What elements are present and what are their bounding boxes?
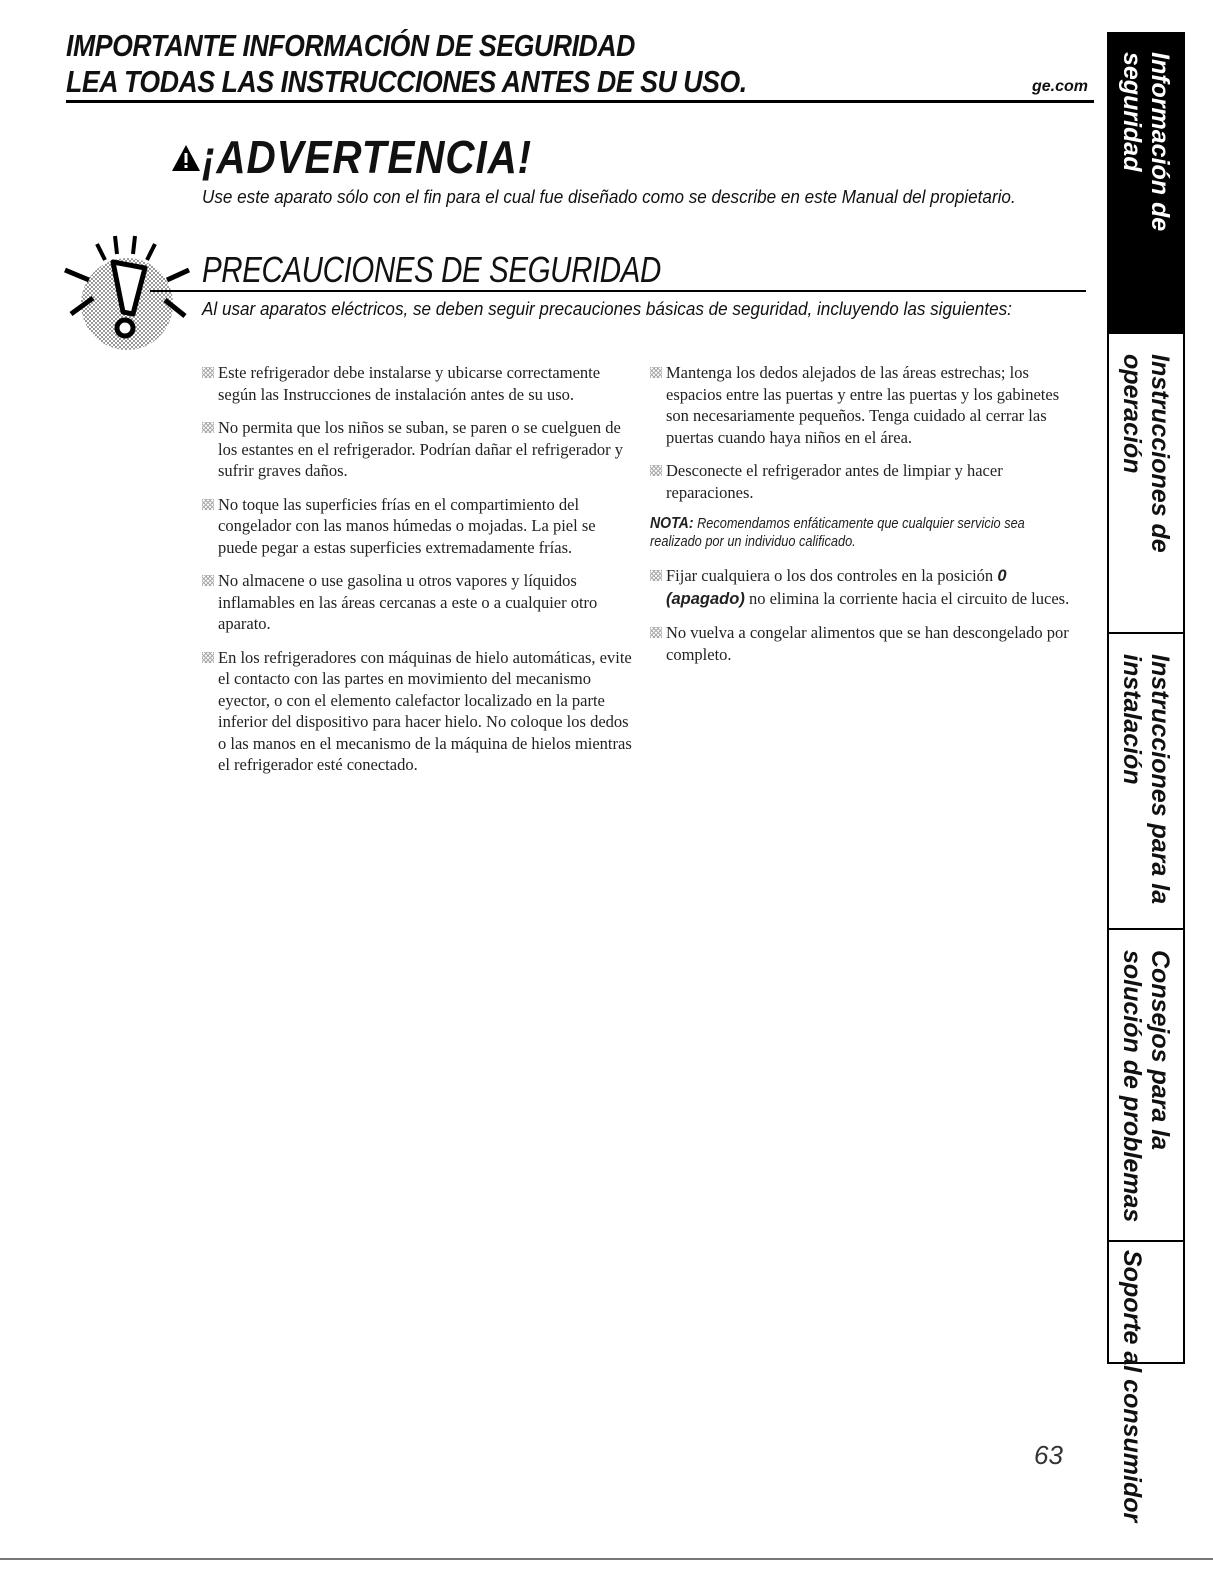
tab-consejos-para-la-solucion-de-problemas[interactable]: Consejos para la solución de problemas — [1109, 928, 1183, 1242]
bottom-divider — [0, 1558, 1213, 1560]
list-item: Desconecte el refrigerador antes de limpiar y hacer reparaciones. — [650, 460, 1080, 503]
note — [650, 515, 1064, 551]
section-subtitle: Al usar aparatos eléctricos, se deben seguir precauciones básicas de seguridad, incluyendo las siguientes: — [202, 299, 1012, 319]
bullet-icon — [202, 367, 214, 378]
header-divider — [66, 100, 1094, 103]
note-label: NOTA: — [650, 515, 694, 532]
section-sidebar — [1107, 32, 1185, 1523]
list-item: Mantenga los dedos alejados de las áreas estrechas; los espacios entre las puertas y entre las puertas y los gabinetes son necesariamente pequeños. Tenga cuidado al cerrar las puertas cuando haya niños en el área. — [650, 362, 1080, 448]
tab-informacion-de-seguridad[interactable]: Información de seguridad — [1109, 32, 1183, 332]
tab-instrucciones-para-la-instalacion[interactable]: Instrucciones para la instalación — [1109, 632, 1183, 930]
note-text: Recomendamos enfáticamente que cualquier servicio sea realizado por un individuo calificado. — [650, 516, 1025, 550]
warning-intro: Use este aparato sólo con el fin para el cual fue diseñado como se describe en este Manual del propietario. — [202, 187, 1016, 207]
left-column — [202, 362, 632, 788]
bullet-icon — [202, 652, 214, 663]
bullet-icon — [650, 627, 662, 638]
page-number: 63 — [1034, 1440, 1063, 1470]
page-header — [66, 28, 1094, 104]
right-column — [650, 362, 1080, 677]
bullet-icon — [650, 465, 662, 476]
bullet-icon — [650, 570, 662, 581]
bullet-icon — [650, 367, 662, 378]
off-position-term: 0 (apagado) — [666, 567, 1007, 608]
section-divider — [150, 290, 1086, 292]
list-item: No toque las superficies frías en el compartimiento del congelador con las manos húmedas o mojadas. La piel se puede pegar a estas superficies extremadamente frías. — [202, 494, 632, 559]
list-item: No permita que los niños se suban, se paren o se cuelguen de los estantes en el refrigerador. Podrían dañar el refrigerador y sufrir graves daños. — [202, 417, 632, 482]
list-item: Este refrigerador debe instalarse y ubicarse correctamente según las Instrucciones de instalación antes de su uso. — [202, 362, 632, 405]
bullet-icon — [202, 422, 214, 433]
tab-instrucciones-de-operacion[interactable]: Instrucciones de operación — [1109, 332, 1183, 634]
site-link[interactable]: ge.com — [1031, 78, 1088, 95]
list-item: En los refrigeradores con máquinas de hielo automáticas, evite el contacto con las partes en movimiento del mecanismo eyector, o con el elemento calefactor localizado en la parte inferior del dispositivo para hacer hielo. No coloque los dedos o las manos en el mecanismo de la máquina de hielos mientras el refrigerador esté conectado. — [202, 647, 632, 776]
list-item: No almacene o use gasolina u otros vapores y líquidos inflamables en las áreas cercanas a este o a cualquier otro aparato. — [202, 570, 632, 635]
warning-triangle-icon — [171, 144, 201, 172]
list-item: No vuelva a congelar alimentos que se han descongelado por completo. — [650, 622, 1080, 665]
header-line-1: IMPORTANTE INFORMACIÓN DE SEGURIDAD — [66, 28, 636, 63]
tab-soporte-al-consumidor[interactable]: Soporte al consumidor — [1109, 1240, 1183, 1364]
section-title: PRECAUCIONES DE SEGURIDAD — [202, 249, 661, 290]
bullet-icon — [202, 575, 214, 586]
bullet-icon — [202, 499, 214, 510]
warning-title: ¡ADVERTENCIA! — [202, 131, 533, 183]
list-item: Fijar cualquiera o los dos controles en la posición 0 (apagado) no elimina la corriente hacia el circuito de luces. — [650, 565, 1080, 610]
header-line-2: LEA TODAS LAS INSTRUCCIONES ANTES DE SU USO. — [66, 64, 747, 99]
